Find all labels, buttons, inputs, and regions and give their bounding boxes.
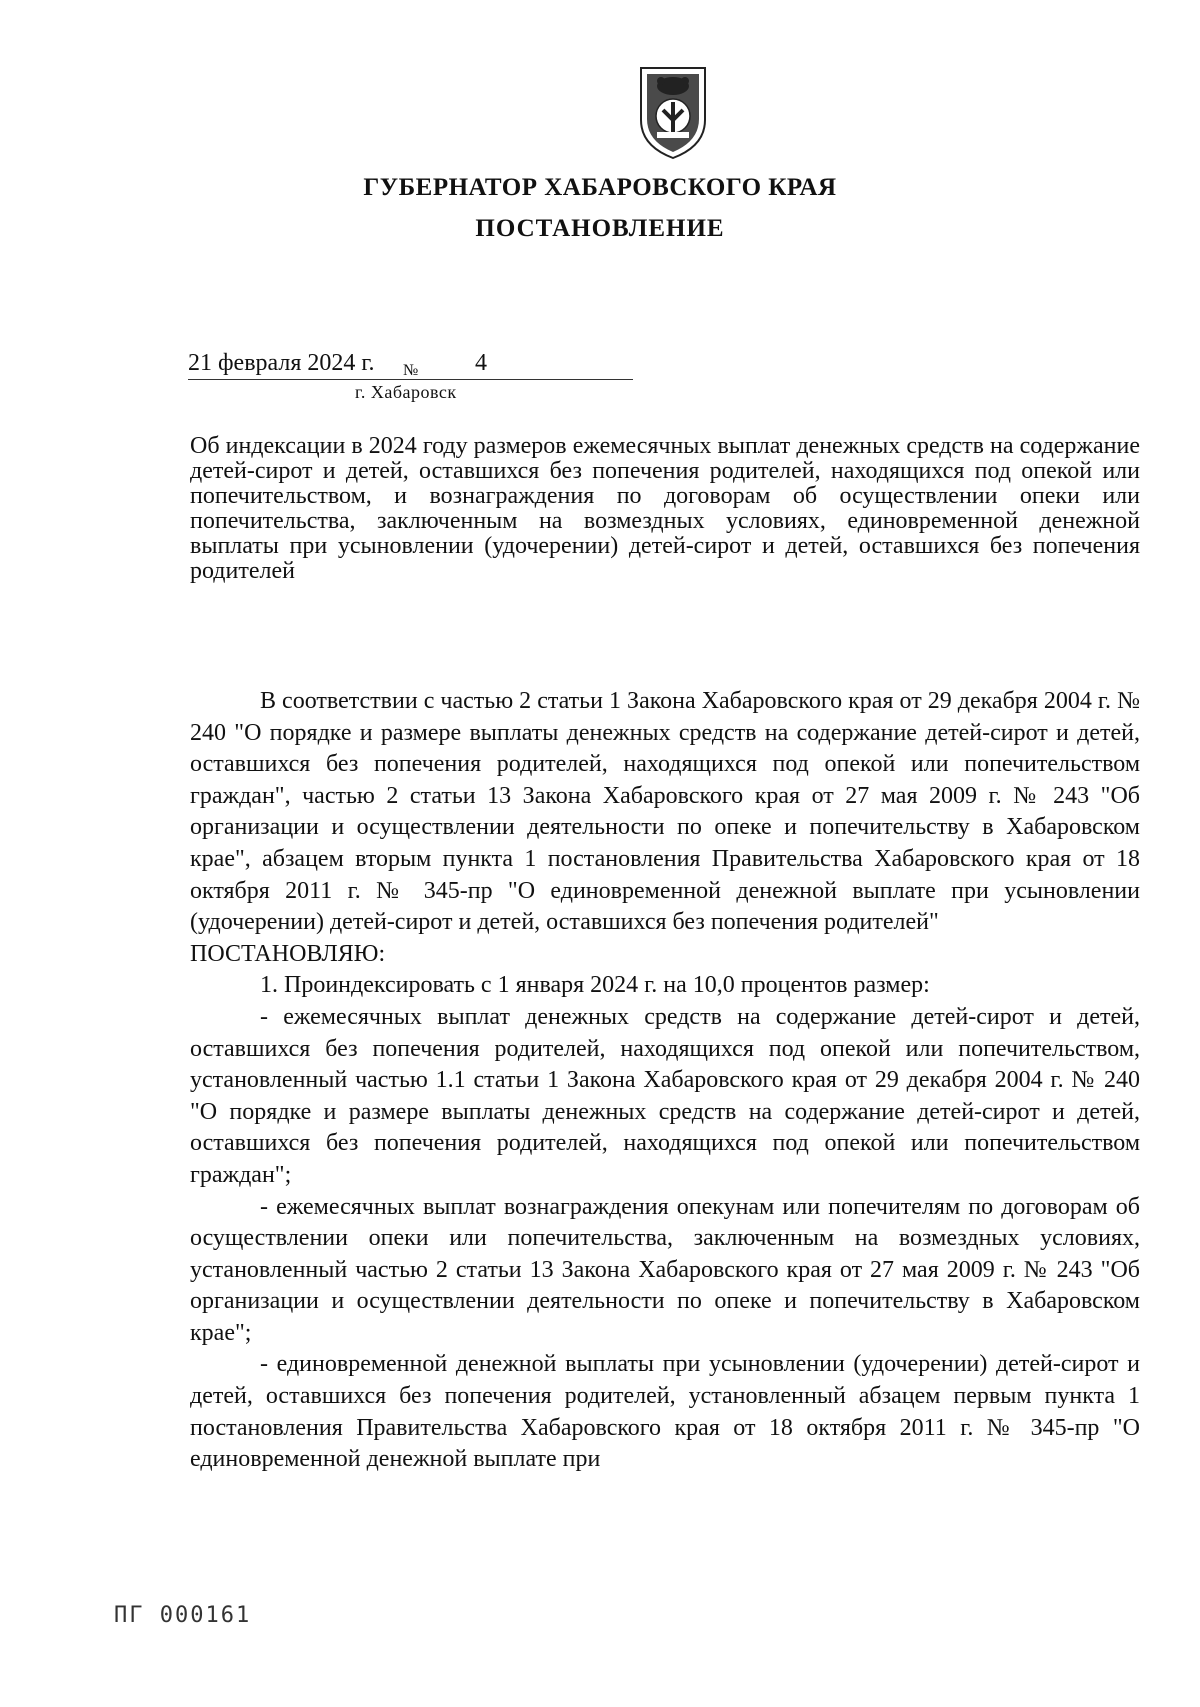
decree-word: ПОСТАНОВЛЯЮ: [190,940,386,967]
preamble-paragraph: В соответствии с частью 2 статьи 1 Закона Хабаровского края от 29 декабря 2004 г. № 240 "О порядке и размере выплаты денежных средств на содержание детей-сирот и детей, оставшихся без попечения родителей, находящихся под опекой или попечительством граждан", частью 2 статьи 13 Закона Хабаровского края от 27 мая 2009 г. № 243 "Об организации и осуществлении деятельности по опеке и попечительству в Хабаровском крае", абзацем вторым пункта 1 постановления Правительства Хабаровского края от 18 октября 2011 г. № 345-пр "О единовременной денежной выплате при усыновлении (удочерении) детей-сирот и детей, оставшихся без попечения родителей" [190,688,1140,936]
document-date: 21 февраля 2024 г. [188,350,375,376]
issuing-authority: ГУБЕРНАТОР ХАБАРОВСКОГО КРАЯ [363,174,837,201]
document-title: Об индексации в 2024 году размеров ежемесячных выплат денежных средств на содержание детей-сирот и детей, оставшихся без попечения родителей, находящихся под опекой или попечительством, и вознаграждения по договорам об осуществлении опеки или попечительства, заключенным на возмездных условиях, единовременной денежной выплаты при усыновлении (удочерении) детей-сирот и детей, оставшихся без попечения родителей [190,433,1140,584]
document-number: 4 [475,350,487,376]
document-city: г. Хабаровск [355,382,457,402]
bullet-paragraph: - ежемесячных выплат вознаграждения опекунам или попечителям по договорам об осуществлении опеки или попечительства, заключенным на возмездных условиях, установленный частью 2 статьи 13 Закона Хабаровского края от 27 мая 2009 г. № 243 "Об организации и осуществлении деятельности по опеке и попечительству в Хабаровском крае"; [190,1193,1140,1346]
number-sign: № [403,362,419,379]
form-serial-number: ПГ 000161 [114,1603,252,1628]
emblem-graphic [633,62,713,162]
coat-of-arms-icon [633,62,713,162]
bullet-paragraph: - единовременной денежной выплаты при усыновлении (удочерении) детей-сирот и детей, оставшихся без попечения родителей, установленный абзацем первым пункта 1 постановления Правительства Хабаровского края от 18 октября 2011 г. № 345-пр "О единовременной денежной выплате при [190,1351,1140,1473]
document-type: ПОСТАНОВЛЕНИЕ [475,215,725,242]
date-number-line [188,345,633,381]
document-body [190,686,1140,1476]
item-1-paragraph: 1. Проиндексировать с 1 января 2024 г. на 10,0 процентов размер: [260,972,930,999]
bullet-paragraph: - ежемесячных выплат денежных средств на содержание детей-сирот и детей, оставшихся без попечения родителей, находящихся под опекой или попечительством, установленный частью 1.1 статьи 1 Закона Хабаровского края от 29 декабря 2004 г. № 240 "О порядке и размере выплаты денежных средств на содержание детей-сирот и детей, оставшихся без попечения родителей, находящихся под опекой или попечительством граждан"; [190,1003,1140,1188]
